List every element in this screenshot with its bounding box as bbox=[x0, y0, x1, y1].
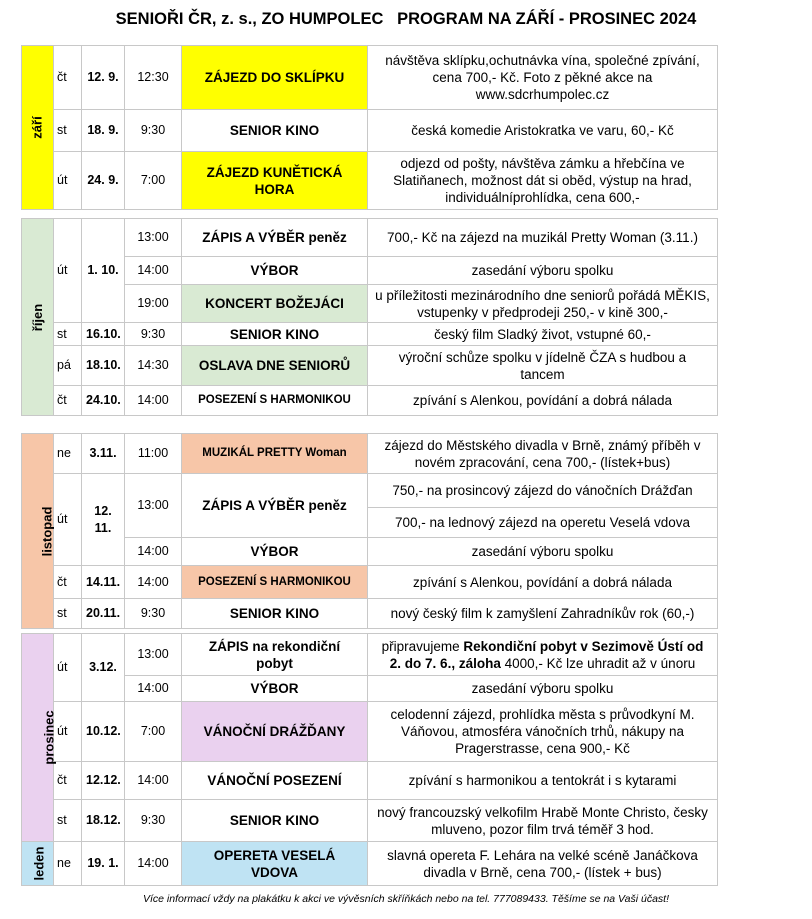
month-label-leden: leden bbox=[22, 842, 54, 886]
event-description: český film Sladký život, vstupné 60,- bbox=[368, 323, 718, 346]
table-row bbox=[22, 702, 718, 762]
date-cell: 24. 9. bbox=[82, 152, 125, 210]
table-row bbox=[22, 257, 718, 285]
table-row bbox=[22, 285, 718, 323]
time-cell: 11:00 bbox=[125, 434, 182, 474]
section-rijen bbox=[21, 218, 718, 416]
day-cell: st bbox=[54, 323, 82, 346]
day-cell: út bbox=[54, 634, 82, 702]
event-description: připravujeme Rekondiční pobyt v Sezimově Ústí od 2. do 7. 6., záloha 4000,- Kč lze uhradit až v únoru bbox=[368, 634, 718, 676]
month-label-zari: září bbox=[22, 46, 54, 210]
event-name: SENIOR KINO bbox=[182, 110, 368, 152]
table-row bbox=[22, 842, 718, 886]
date-cell: 19. 1. bbox=[82, 842, 125, 886]
time-cell: 14:00 bbox=[125, 842, 182, 886]
event-description: zpívání s Alenkou, povídání a dobrá nálada bbox=[368, 386, 718, 416]
date-cell: 12. 11. bbox=[82, 474, 125, 566]
day-cell: pá bbox=[54, 346, 82, 386]
date-cell: 18.10. bbox=[82, 346, 125, 386]
day-cell: ne bbox=[54, 842, 82, 886]
day-cell: čt bbox=[54, 386, 82, 416]
time-cell: 14:00 bbox=[125, 386, 182, 416]
event-name: ZÁJEZD DO SKLÍPKU bbox=[182, 46, 368, 110]
time-cell: 7:00 bbox=[125, 152, 182, 210]
date-cell: 10.12. bbox=[82, 702, 125, 762]
table-row bbox=[22, 599, 718, 629]
event-description: zasedání výboru spolku bbox=[368, 538, 718, 566]
day-cell: st bbox=[54, 800, 82, 842]
event-name: KONCERT BOŽEJÁCI bbox=[182, 285, 368, 323]
time-cell: 9:30 bbox=[125, 110, 182, 152]
time-cell: 13:00 bbox=[125, 634, 182, 676]
event-description: výroční schůze spolku v jídelně ČZA s hudbou a tancem bbox=[368, 346, 718, 386]
footer-note: Více informací vždy na plakátku k akci ve vývěsních skříňkách nebo na tel. 777089433. Těšíme se na Vaši účast! bbox=[142, 893, 670, 905]
event-name: VÁNOČNÍ POSEZENÍ bbox=[182, 762, 368, 800]
time-cell: 12:30 bbox=[125, 46, 182, 110]
page-title: SENIOŘI ČR, z. s., ZO HUMPOLEC PROGRAM NA ZÁŘÍ - PROSINEC 2024 bbox=[115, 10, 697, 28]
event-description: nový francouzský velkofilm Hrabě Monte Christo, česky mluveno, pozor film trvá téměř 3 hod. bbox=[368, 800, 718, 842]
section-zari bbox=[21, 45, 718, 210]
month-label-listopad: listopad bbox=[22, 434, 54, 629]
event-name: SENIOR KINO bbox=[182, 800, 368, 842]
date-cell: 18. 9. bbox=[82, 110, 125, 152]
month-label-rijen: říjen bbox=[22, 219, 54, 416]
table-row bbox=[22, 762, 718, 800]
event-name: SENIOR KINO bbox=[182, 323, 368, 346]
event-description: u příležitosti mezinárodního dne seniorů pořádá MĚKIS, vstupenky v předprodeji 250,- v kině 300,- bbox=[368, 285, 718, 323]
date-cell: 16.10. bbox=[82, 323, 125, 346]
event-name: VÝBOR bbox=[182, 257, 368, 285]
day-cell: út bbox=[54, 702, 82, 762]
table-row bbox=[22, 110, 718, 152]
time-cell: 13:00 bbox=[125, 219, 182, 257]
table-row bbox=[22, 152, 718, 210]
date-cell: 24.10. bbox=[82, 386, 125, 416]
day-cell: út bbox=[54, 152, 82, 210]
time-cell: 14:00 bbox=[125, 566, 182, 599]
event-name: VÝBOR bbox=[182, 538, 368, 566]
time-cell: 7:00 bbox=[125, 702, 182, 762]
event-name: POSEZENÍ S HARMONIKOU bbox=[182, 386, 368, 416]
date-cell: 12.12. bbox=[82, 762, 125, 800]
event-name: VÁNOČNÍ DRÁŽĎANY bbox=[182, 702, 368, 762]
date-cell: 3.12. bbox=[82, 634, 125, 702]
event-description: zasedání výboru spolku bbox=[368, 676, 718, 702]
time-cell: 9:30 bbox=[125, 599, 182, 629]
event-description: slavná opereta F. Lehára na velké scéně Janáčkova divadla v Brně, cena 700,- (lístek + bus) bbox=[368, 842, 718, 886]
section-prosinec bbox=[21, 633, 718, 886]
date-cell: 12. 9. bbox=[82, 46, 125, 110]
day-cell: út bbox=[54, 474, 82, 566]
event-description: zpívání s Alenkou, povídání a dobrá nálada bbox=[368, 566, 718, 599]
table-row bbox=[22, 323, 718, 346]
month-label-prosinec: prosinec bbox=[22, 634, 54, 842]
event-name: ZÁJEZD KUNĚTICKÁ HORA bbox=[182, 152, 368, 210]
day-cell: út bbox=[54, 219, 82, 323]
section-listopad bbox=[21, 433, 718, 629]
day-cell: ne bbox=[54, 434, 82, 474]
event-description: 750,- na prosincový zájezd do vánočních Drážďan bbox=[368, 474, 718, 508]
day-cell: čt bbox=[54, 762, 82, 800]
date-cell: 14.11. bbox=[82, 566, 125, 599]
table-row bbox=[22, 676, 718, 702]
time-cell: 14:00 bbox=[125, 676, 182, 702]
table-row bbox=[22, 474, 718, 508]
date-cell: 3.11. bbox=[82, 434, 125, 474]
event-description: česká komedie Aristokratka ve varu, 60,- Kč bbox=[368, 110, 718, 152]
table-row bbox=[22, 538, 718, 566]
event-name: ZÁPIS A VÝBĚR peněz bbox=[182, 474, 368, 538]
event-description: celodenní zájezd, prohlídka města s průvodkyní M. Váňovou, atmosféra vánočních trhů, nákupy na Pragerstrasse, cena 900,- Kč bbox=[368, 702, 718, 762]
day-cell: čt bbox=[54, 566, 82, 599]
event-name: ZÁPIS na rekondiční pobyt bbox=[182, 634, 368, 676]
event-description: zasedání výboru spolku bbox=[368, 257, 718, 285]
event-name: OSLAVA DNE SENIORŮ bbox=[182, 346, 368, 386]
event-description: zpívání s harmonikou a tentokrát i s kytarami bbox=[368, 762, 718, 800]
event-description: 700,- na lednový zájezd na operetu Veselá vdova bbox=[368, 508, 718, 538]
time-cell: 9:30 bbox=[125, 800, 182, 842]
table-row bbox=[22, 346, 718, 386]
time-cell: 19:00 bbox=[125, 285, 182, 323]
event-description: 700,- Kč na zájezd na muzikál Pretty Woman (3.11.) bbox=[368, 219, 718, 257]
table-row bbox=[22, 566, 718, 599]
time-cell: 14:30 bbox=[125, 346, 182, 386]
day-cell: čt bbox=[54, 46, 82, 110]
time-cell: 9:30 bbox=[125, 323, 182, 346]
event-description: odjezd od pošty, návštěva zámku a hřebčína ve Slatiňanech, možnost dát si oběd, výstup na hrad, individuálníprohlídka, cena 600,- bbox=[368, 152, 718, 210]
event-name: MUZIKÁL PRETTY Woman bbox=[182, 434, 368, 474]
date-cell: 20.11. bbox=[82, 599, 125, 629]
table-row bbox=[22, 634, 718, 676]
event-description: nový český film k zamyšlení Zahradníkův rok (60,-) bbox=[368, 599, 718, 629]
table-row bbox=[22, 434, 718, 474]
date-cell: 18.12. bbox=[82, 800, 125, 842]
table-row bbox=[22, 386, 718, 416]
event-name: POSEZENÍ S HARMONIKOU bbox=[182, 566, 368, 599]
event-name: OPERETA VESELÁ VDOVA bbox=[182, 842, 368, 886]
day-cell: st bbox=[54, 599, 82, 629]
event-name: ZÁPIS A VÝBĚR peněz bbox=[182, 219, 368, 257]
time-cell: 14:00 bbox=[125, 257, 182, 285]
table-row bbox=[22, 46, 718, 110]
event-description: zájezd do Městského divadla v Brně, známý příběh v novém zpracování, cena 700,- (lístek+bus) bbox=[368, 434, 718, 474]
table-row bbox=[22, 219, 718, 257]
day-cell: st bbox=[54, 110, 82, 152]
date-cell: 1. 10. bbox=[82, 219, 125, 323]
time-cell: 14:00 bbox=[125, 762, 182, 800]
time-cell: 14:00 bbox=[125, 538, 182, 566]
event-description: návštěva sklípku,ochutnávka vína, společné zpívání, cena 700,- Kč. Foto z pěkné akce na www.sdcrhumpolec.cz bbox=[368, 46, 718, 110]
event-name: VÝBOR bbox=[182, 676, 368, 702]
time-cell: 13:00 bbox=[125, 474, 182, 538]
event-name: SENIOR KINO bbox=[182, 599, 368, 629]
table-row bbox=[22, 800, 718, 842]
